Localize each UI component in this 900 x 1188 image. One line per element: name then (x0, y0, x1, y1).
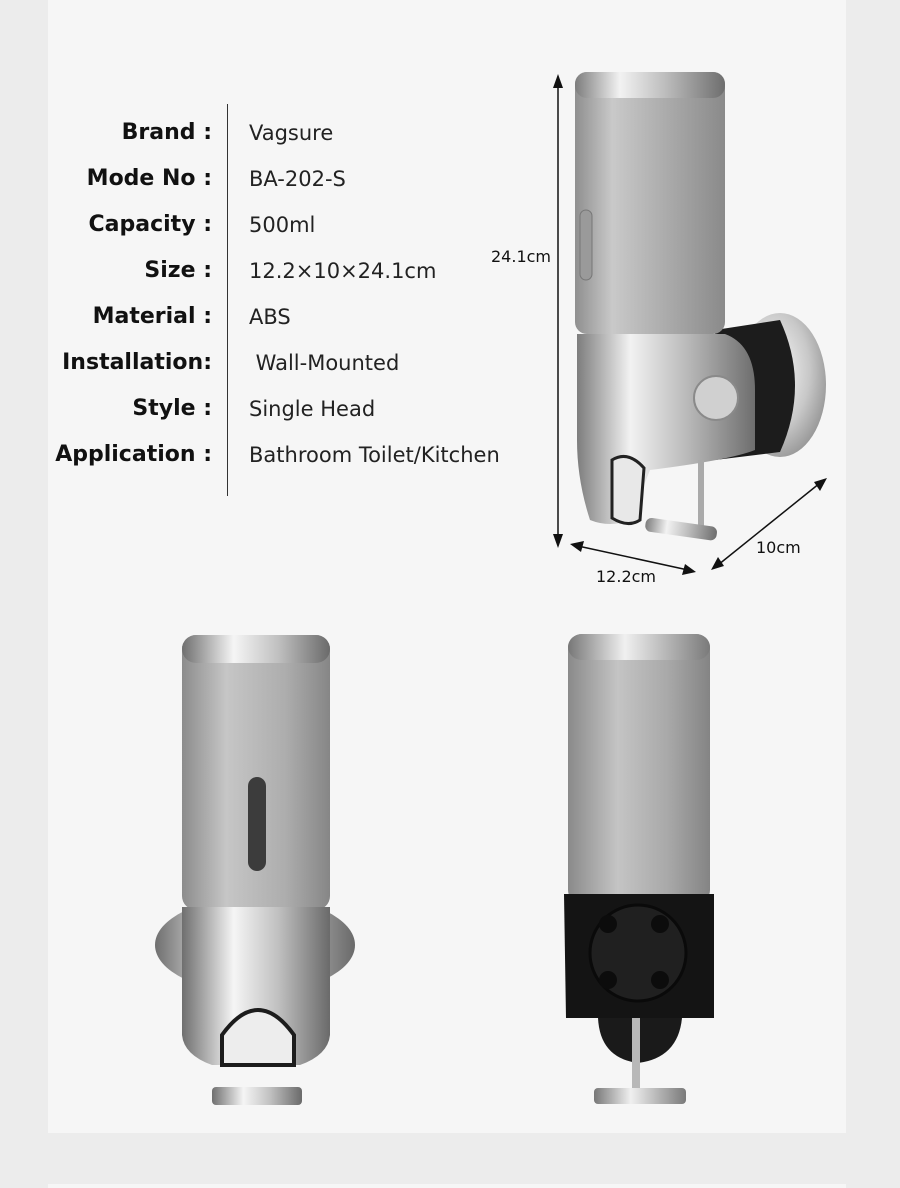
product-back-view-image (558, 628, 728, 1118)
spec-label: Capacity : (88, 212, 212, 237)
spec-label: Mode No : (86, 166, 212, 191)
spec-label: Application : (55, 442, 212, 467)
spec-value: Wall-Mounted (249, 351, 400, 375)
spec-label: Brand : (121, 120, 212, 145)
spec-row-installation (0, 340, 520, 386)
product-front-view-image (150, 625, 370, 1115)
height-dimension-label: 24.1cm (491, 247, 552, 266)
spec-value: Single Head (249, 397, 376, 421)
next-panel-edge (48, 1184, 846, 1188)
spec-value: BA-202-S (249, 167, 346, 191)
spec-divider (227, 104, 228, 496)
width-dimension-label: 12.2cm (596, 567, 657, 586)
spec-row-material (0, 294, 520, 340)
spec-row-style (0, 386, 520, 432)
spec-table (0, 104, 520, 496)
spec-label: Style : (132, 396, 212, 421)
depth-dimension-label: 10cm (756, 538, 801, 557)
spec-label: Installation: (62, 350, 212, 375)
spec-row-brand (0, 110, 520, 156)
spec-value: Vagsure (249, 121, 334, 145)
spec-value: ABS (249, 305, 291, 329)
spec-row-size (0, 248, 520, 294)
spec-row-application (0, 432, 520, 478)
spec-row-model (0, 156, 520, 202)
spec-value: 12.2×10×24.1cm (249, 259, 437, 283)
product-side-view-image (540, 60, 840, 590)
spec-label: Material : (92, 304, 212, 329)
spec-row-capacity (0, 202, 520, 248)
spec-value: Bathroom Toilet/Kitchen (249, 443, 500, 467)
spec-value: 500ml (249, 213, 316, 237)
spec-label: Size : (144, 258, 212, 283)
